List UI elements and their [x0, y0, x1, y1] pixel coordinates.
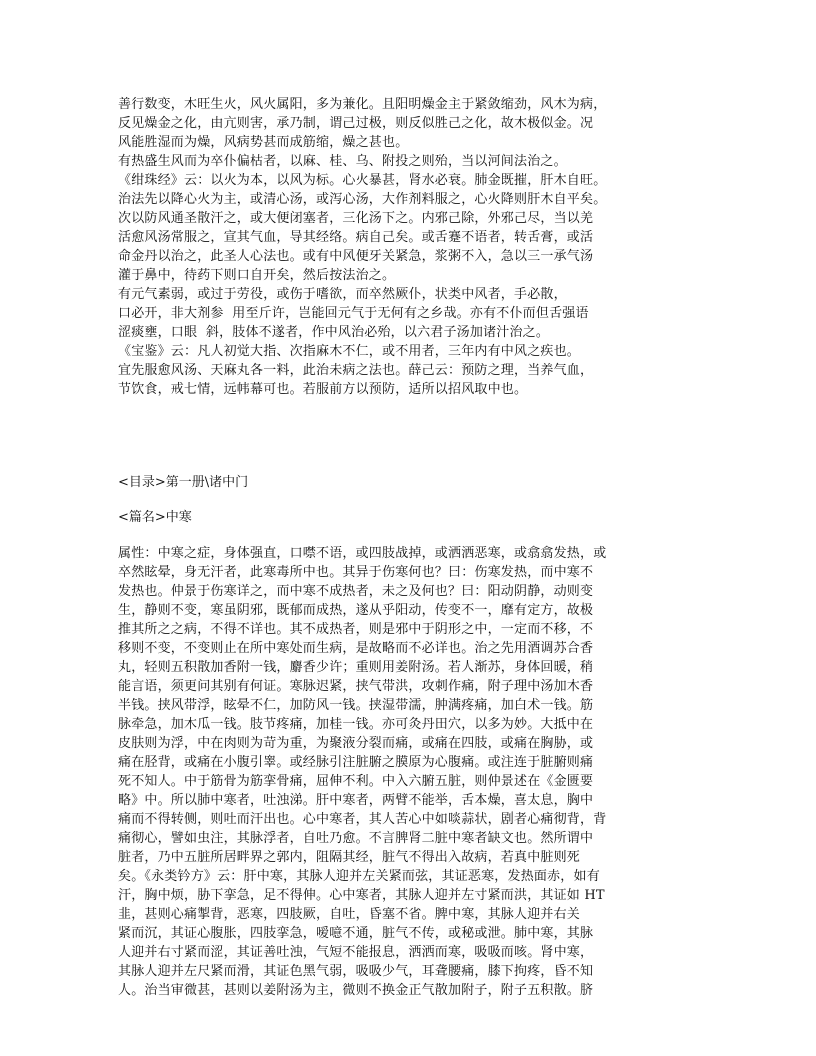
text-line: 口必开，非大剂参 用至斤许，岂能回元气于无何有之乡哉。亦有不仆而但舌强语 — [118, 306, 589, 321]
text-line: 脉牵急，加木瓜一钱。肢节疼痛，加桂一钱。亦可灸丹田穴，以多为妙。大抵中在 — [118, 717, 594, 732]
text-line: 卒然眩晕，身无汗者，此寒毒所中也。其异于伤寒何也？曰：伤寒发热，而中寒不 — [118, 565, 594, 580]
text-line: 其脉人迎并左尺紧而滑，其证色黑气弱，吸吸少气，耳聋腰痛，膝下拘疼，昏不知 — [118, 964, 594, 979]
section-spacer — [118, 399, 643, 473]
catalog-heading: <目录>第一册\诸中门 — [118, 475, 249, 490]
text-line: 生，静则不变，寒虽阴邪，既郁而成热，遂从乎阳动，传变不一，靡有定方，故极 — [118, 603, 594, 618]
text-line: 痛在胫背，或痛在小腹引睾。或经脉引注脏腑之膜原为心腹痛。或注连于脏腑则痛 — [118, 755, 594, 770]
text-line: 略》中。所以肺中寒者，吐浊涕。肝中寒者，两臂不能举，舌本燥，喜太息，胸中 — [118, 793, 594, 808]
text-line: 人迎并右寸紧而涩，其证善吐浊，气短不能报息，洒洒而寒，吸吸而咳。肾中寒， — [118, 945, 594, 960]
text-line: 汗，胸中烦，胁下挛急，足不得伸。心中寒者，其脉人迎并左寸紧而洪，其证如 HT — [118, 888, 605, 903]
text-line: 人。治当审微甚，甚则以姜附汤为主，微则不换金正气散加附子，附子五积散。脐 — [118, 983, 594, 998]
text-line: 紧而沉，其证心腹胀，四肢挛急，嗳噫不通，脏气不传，或秘或泄。肺中寒，其脉 — [118, 926, 594, 941]
section-cold-stroke-text — [118, 544, 643, 1000]
text-line: 矣。《永类钤方》云：肝中寒，其脉人迎并左关紧而弦，其证恶寒，发热面赤，如有 — [118, 869, 600, 884]
text-line: 属性：中寒之症，身体强直，口噤不语，或四肢战掉，或洒洒恶寒，或翕翕发热，或 — [118, 546, 607, 561]
text-line: 《绀珠经》云：以火为本，以风为标。心火暴甚，肾水必衰。肺金既摧，肝木自旺。 — [118, 173, 607, 188]
text-line: 命金丹以治之，此圣人心法也。或有中风便牙关紧急，浆粥不入，急以三一承气汤 — [118, 249, 594, 264]
text-line: 能言语，须更问其别有何证。寒脉迟紧，挟气带洪，攻刺作痛，附子理中汤加木香 — [118, 679, 594, 694]
text-line: 反见燥金之化，由亢则害，承乃制，谓己过极，则反似胜己之化，故木极似金。况 — [118, 116, 594, 131]
text-line: 节饮食，戒七情，远帏幕可也。若服前方以预防，适所以招风取中也。 — [118, 382, 528, 397]
text-line: 有元气素弱，或过于劳役，或伤于嗜欲，而卒然厥仆，状类中风者，手必散， — [118, 287, 567, 302]
text-line: 半钱。挟风带浮，眩晕不仁，加防风一钱。挟湿带濡，肿满疼痛，加白术一钱。筋 — [118, 698, 594, 713]
text-line: 宜先服愈风汤、天麻丸各一料，此治未病之法也。薛己云：预防之理，当养气血， — [118, 363, 594, 378]
text-line: 发热也。仲景于伤寒详之，而中寒不成热者，未之及何也？曰：阳动阴静，动则变 — [118, 584, 594, 599]
text-line: 韭，甚则心痛掣背，恶寒，四肢厥，自吐，昏塞不省。脾中寒，其脉人迎并右关 — [118, 907, 581, 922]
text-line: 风能胜湿而为燥，风病势甚而成筋缩，燥之甚也。 — [118, 135, 409, 150]
text-line: 脏者，乃中五脏所居畔界之郭内，阻隔其经，脏气不得出入故病，若真中脏则死 — [118, 850, 581, 865]
text-line: 有热盛生风而为卒仆偏枯者，以麻、桂、乌、附投之则殆，当以河间法治之。 — [118, 154, 567, 169]
document-page — [118, 95, 643, 1000]
text-line: 活愈风汤常服之，宣其气血，导其经络。病自己矣。或舌蹇不语者，转舌膏，或活 — [118, 230, 594, 245]
heading-spacer — [118, 492, 643, 508]
section-stroke-prevention-text — [118, 95, 643, 399]
text-line: 善行数变，木旺生火，风火属阳，多为兼化。且阳明燥金主于紧敛缩劲，风木为病， — [118, 97, 607, 112]
text-line: 痛彻心，譬如虫注，其脉浮者，自吐乃愈。不言脾肾二脏中寒者缺文也。然所谓中 — [118, 831, 594, 846]
text-line: 次以防风通圣散汗之，或大便闭塞者，三化汤下之。内邪己除，外邪己尽，当以羌 — [118, 211, 594, 226]
text-line: 痛而不得转侧，则吐而汗出也。心中寒者，其人苦心中如啖蒜状，剧者心痛彻背，背 — [118, 812, 607, 827]
text-line: 《宝鉴》云：凡人初觉大指、次指麻木不仁，或不用者，三年内有中风之疾也。 — [118, 344, 581, 359]
body-spacer — [118, 527, 643, 544]
text-line: 涩痰壅，口眼 斜，肢体不遂者，作中风治必殆，以六君子汤加诸汁治之。 — [118, 325, 550, 340]
text-line: 丸，轻则五积散加香附一钱，麝香少许；重则用姜附汤。若人渐苏，身体回暖，稍 — [118, 660, 594, 675]
chapter-title: <篇名>中寒 — [118, 510, 192, 525]
text-line: 死不知人。中于筋骨为筋挛骨痛，屈伸不利。中入六腑五脏，则仲景述在《金匮要 — [118, 774, 594, 789]
text-line: 灌于鼻中，待药下则口自开矣，然后按法治之。 — [118, 268, 396, 283]
text-line: 移则不变，不变则止在所中寒处而生病，是故略而不必详也。治之先用酒调苏合香 — [118, 641, 594, 656]
text-line: 治法先以降心火为主，或清心汤，或泻心汤，大作剂料服之，心火降则肝木自平矣。 — [118, 192, 607, 207]
text-line: 推其所之之病，不得不详也。其不成热者，则是邪中于阴形之中，一定而不移，不 — [118, 622, 594, 637]
text-line: 皮肤则为浮，中在肉则为苛为重，为聚液分裂而痛，或痛在四肢，或痛在胸胁，或 — [118, 736, 594, 751]
